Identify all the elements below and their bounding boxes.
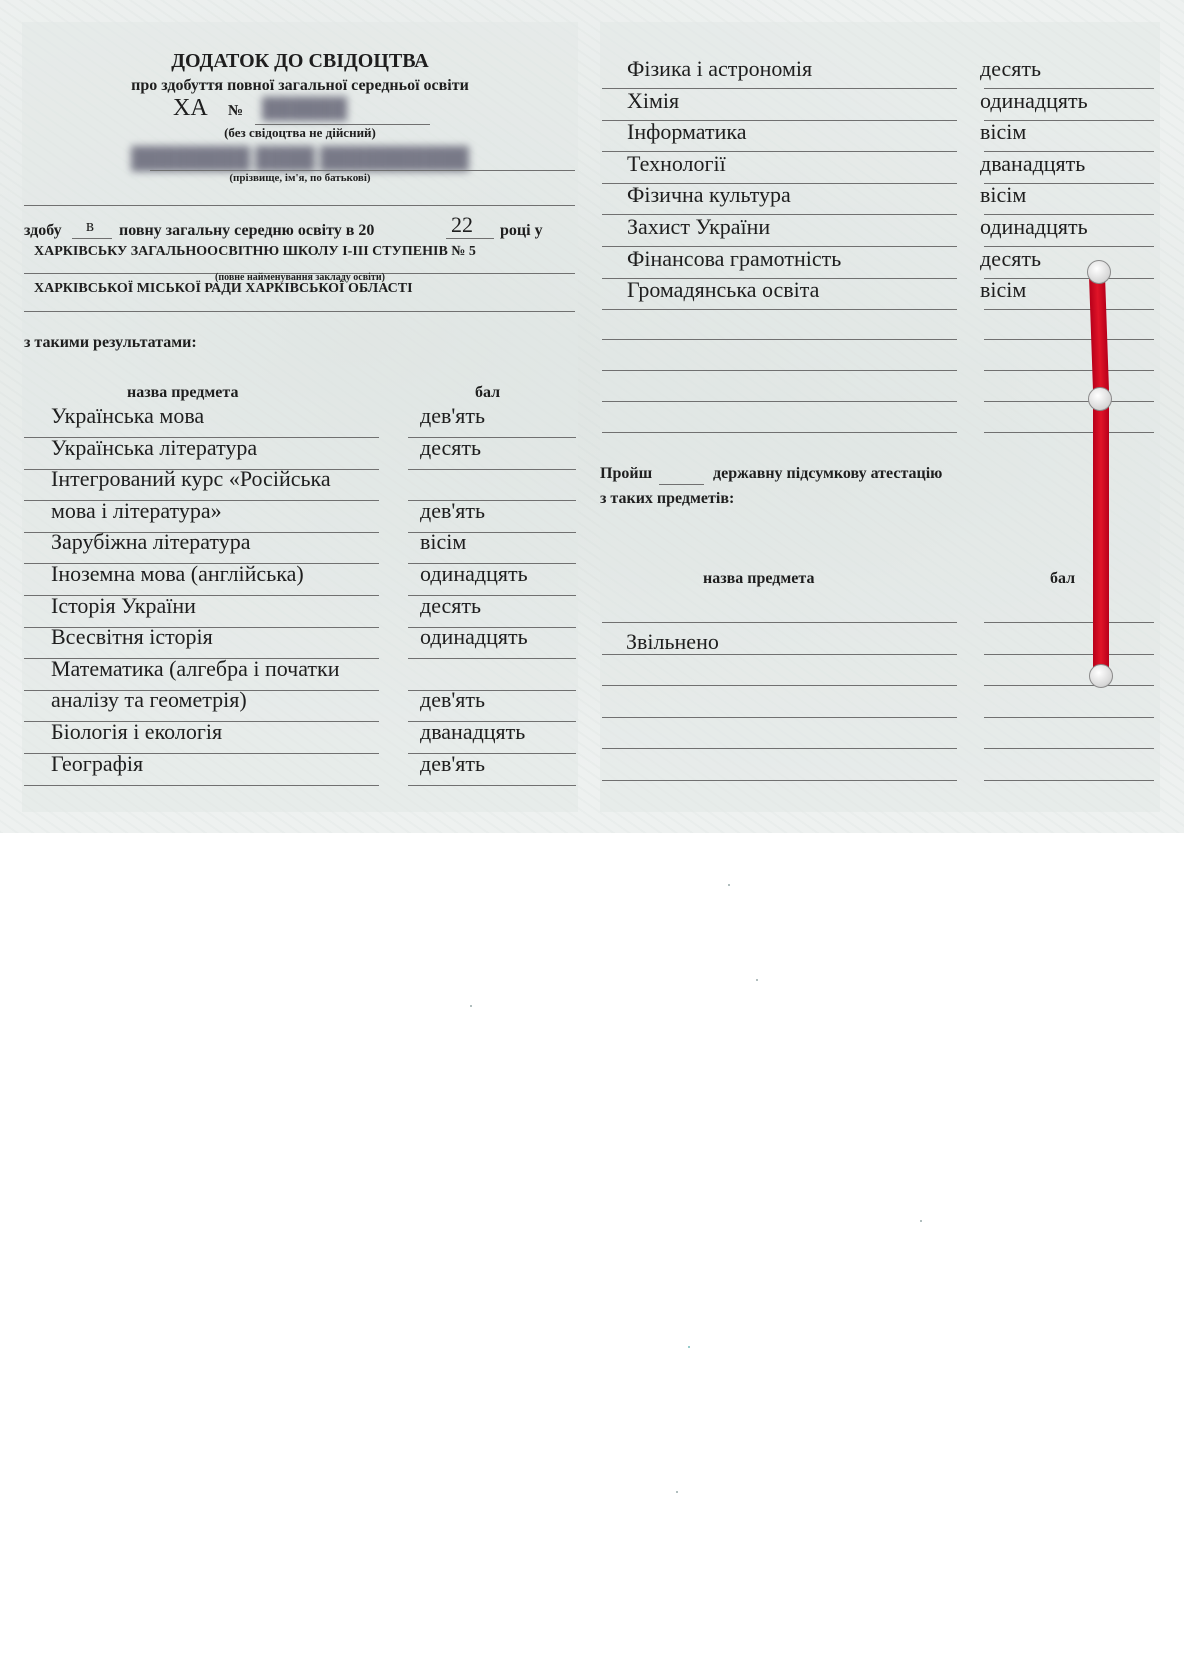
left-subject-grade: дев'ять <box>420 497 486 523</box>
left-subject-name: Зарубіжна література <box>51 529 251 555</box>
school-caption: (повне найменування закладу освіти) <box>215 272 385 283</box>
right-subject-name: Фінансова грамотність <box>627 245 842 271</box>
right-subject-grade: десять <box>980 245 1042 271</box>
left-subject-name: Всесвітня історія <box>51 624 213 650</box>
attestation-row-line <box>984 748 1154 749</box>
empty-row-line <box>984 401 1154 402</box>
binding-ribbon-lower <box>1093 398 1109 676</box>
scan-speck <box>728 884 730 886</box>
attestation-row-line <box>602 717 957 718</box>
attestation-prefix: Пройш <box>600 465 653 482</box>
row-underline-subject <box>24 785 379 786</box>
scan-speck <box>920 1220 922 1222</box>
left-subject-name: Інтегрований курс «Російська <box>51 466 331 492</box>
empty-row-line <box>984 339 1154 340</box>
right-subject-grade: вісім <box>980 277 1027 303</box>
attestation-row-line <box>602 622 957 623</box>
school-line-1: ХАРКІВСЬКУ ЗАГАЛЬНООСВІТНЮ ШКОЛУ І-ІІІ СТУПЕНІВ № 5 <box>34 244 476 259</box>
attestation-row-line <box>602 654 957 655</box>
empty-row-line <box>602 432 957 433</box>
certificate-series: ХА <box>173 95 208 121</box>
attestation-line-1: державну підсумкову атестацію <box>713 465 943 482</box>
left-subject-name: мова і література» <box>51 497 222 523</box>
row-underline-subject <box>602 309 957 310</box>
left-subject-grade: вісім <box>420 529 467 555</box>
left-subject-name: Біологія і екологія <box>51 719 223 744</box>
left-subject-grade: дев'ять <box>420 750 486 776</box>
right-subject-grade: одинадцять <box>980 214 1088 239</box>
attestation-line-2: з таких предметів: <box>600 490 735 507</box>
attestation-row-line <box>984 717 1154 718</box>
attestation-row-line <box>602 685 957 686</box>
left-subject-name: Історія України <box>51 592 196 618</box>
statement-middle: повну загальну середню освіту в 20 <box>119 222 375 239</box>
attestation-row-line <box>602 780 957 781</box>
statement-ending: році у <box>500 222 543 239</box>
right-subject-name: Захист України <box>627 214 771 239</box>
student-full-name: ████████ ████ ██████████ <box>131 146 469 170</box>
right-subject-name: Технології <box>627 150 726 176</box>
left-col-subject-header: назва предмета <box>127 384 239 401</box>
left-subject-grade: десять <box>420 592 482 618</box>
row-underline-grade <box>984 309 1154 310</box>
scan-speck <box>676 1491 678 1493</box>
right-subject-grade: вісім <box>980 182 1027 208</box>
graduation-year: 22 <box>451 212 473 237</box>
left-col-grade-header: бал <box>475 384 501 401</box>
scan-speck <box>688 1346 690 1348</box>
left-subject-grade: десять <box>420 434 482 460</box>
rivet-top <box>1087 260 1111 284</box>
attestation-row-line <box>984 685 1154 686</box>
left-subject-name: аналізу та геометрія) <box>51 687 247 713</box>
empty-row-line <box>602 401 957 402</box>
row-underline-grade <box>408 658 576 659</box>
name-caption: (прізвище, ім'я, по батькові) <box>229 172 371 184</box>
left-subject-grade: дев'ять <box>420 403 486 428</box>
right-subject-grade: вісім <box>980 119 1027 145</box>
attestation-row-line <box>602 748 957 749</box>
left-subject-name: Географія <box>51 750 144 776</box>
left-subject-name: Іноземна мова (англійська) <box>51 561 304 586</box>
left-subject-grade: дев'ять <box>420 687 486 713</box>
document-title: ДОДАТОК ДО СВІДОЦТВА <box>171 50 429 72</box>
exempt-note: Звільнено <box>626 629 719 654</box>
empty-row-line <box>984 370 1154 371</box>
scan-speck <box>470 1005 472 1007</box>
right-subject-name: Громадянська освіта <box>627 277 820 303</box>
attestation-row-line <box>984 622 1154 623</box>
certificate-number: ██████ <box>262 98 348 120</box>
right-subject-name: Фізична культура <box>627 182 791 208</box>
right-subject-name: Хімія <box>627 87 680 113</box>
statement-handwritten-suffix: в <box>86 216 95 235</box>
school-line-2: ХАРКІВСЬКОЇ МІСЬКОЇ РАДИ ХАРКІВСЬКОЇ ОБЛАСТІ <box>34 281 413 296</box>
left-subject-grade: дванадцять <box>420 719 526 744</box>
empty-row-line <box>602 339 957 340</box>
statement-prefix: здобу <box>24 222 62 239</box>
left-subject-grade: одинадцять <box>420 624 528 650</box>
rivet-bottom <box>1089 664 1113 688</box>
scan-speck <box>756 979 758 981</box>
empty-row-line <box>602 370 957 371</box>
attestation-row-line <box>984 654 1154 655</box>
right-subject-grade: десять <box>980 56 1042 81</box>
certificate-sheet <box>0 0 1184 833</box>
row-underline-grade <box>408 785 576 786</box>
left-subject-name: Українська мова <box>51 403 205 428</box>
right-subject-grade: дванадцять <box>980 150 1086 176</box>
left-subject-name: Українська література <box>51 434 258 460</box>
right-subject-grade: одинадцять <box>980 87 1088 113</box>
right-subject-name: Інформатика <box>627 119 747 145</box>
validity-note: (без свідоцтва не дійсний) <box>224 125 376 140</box>
results-label: з такими результатами: <box>24 334 197 351</box>
right-col-subject-header: назва предмета <box>703 570 815 587</box>
number-sign: № <box>228 103 244 119</box>
empty-row-line <box>984 432 1154 433</box>
attestation-row-line <box>984 780 1154 781</box>
document-subtitle: про здобуття повної загальної середньої освіти <box>131 77 469 94</box>
right-col-grade-header: бал <box>1050 570 1076 587</box>
left-subject-name: Математика (алгебра і початки <box>51 655 340 681</box>
left-subject-grade: одинадцять <box>420 561 528 586</box>
right-subject-name: Фізика і астрономія <box>627 56 813 81</box>
rivet-middle <box>1088 387 1112 411</box>
row-underline-grade <box>408 469 576 470</box>
